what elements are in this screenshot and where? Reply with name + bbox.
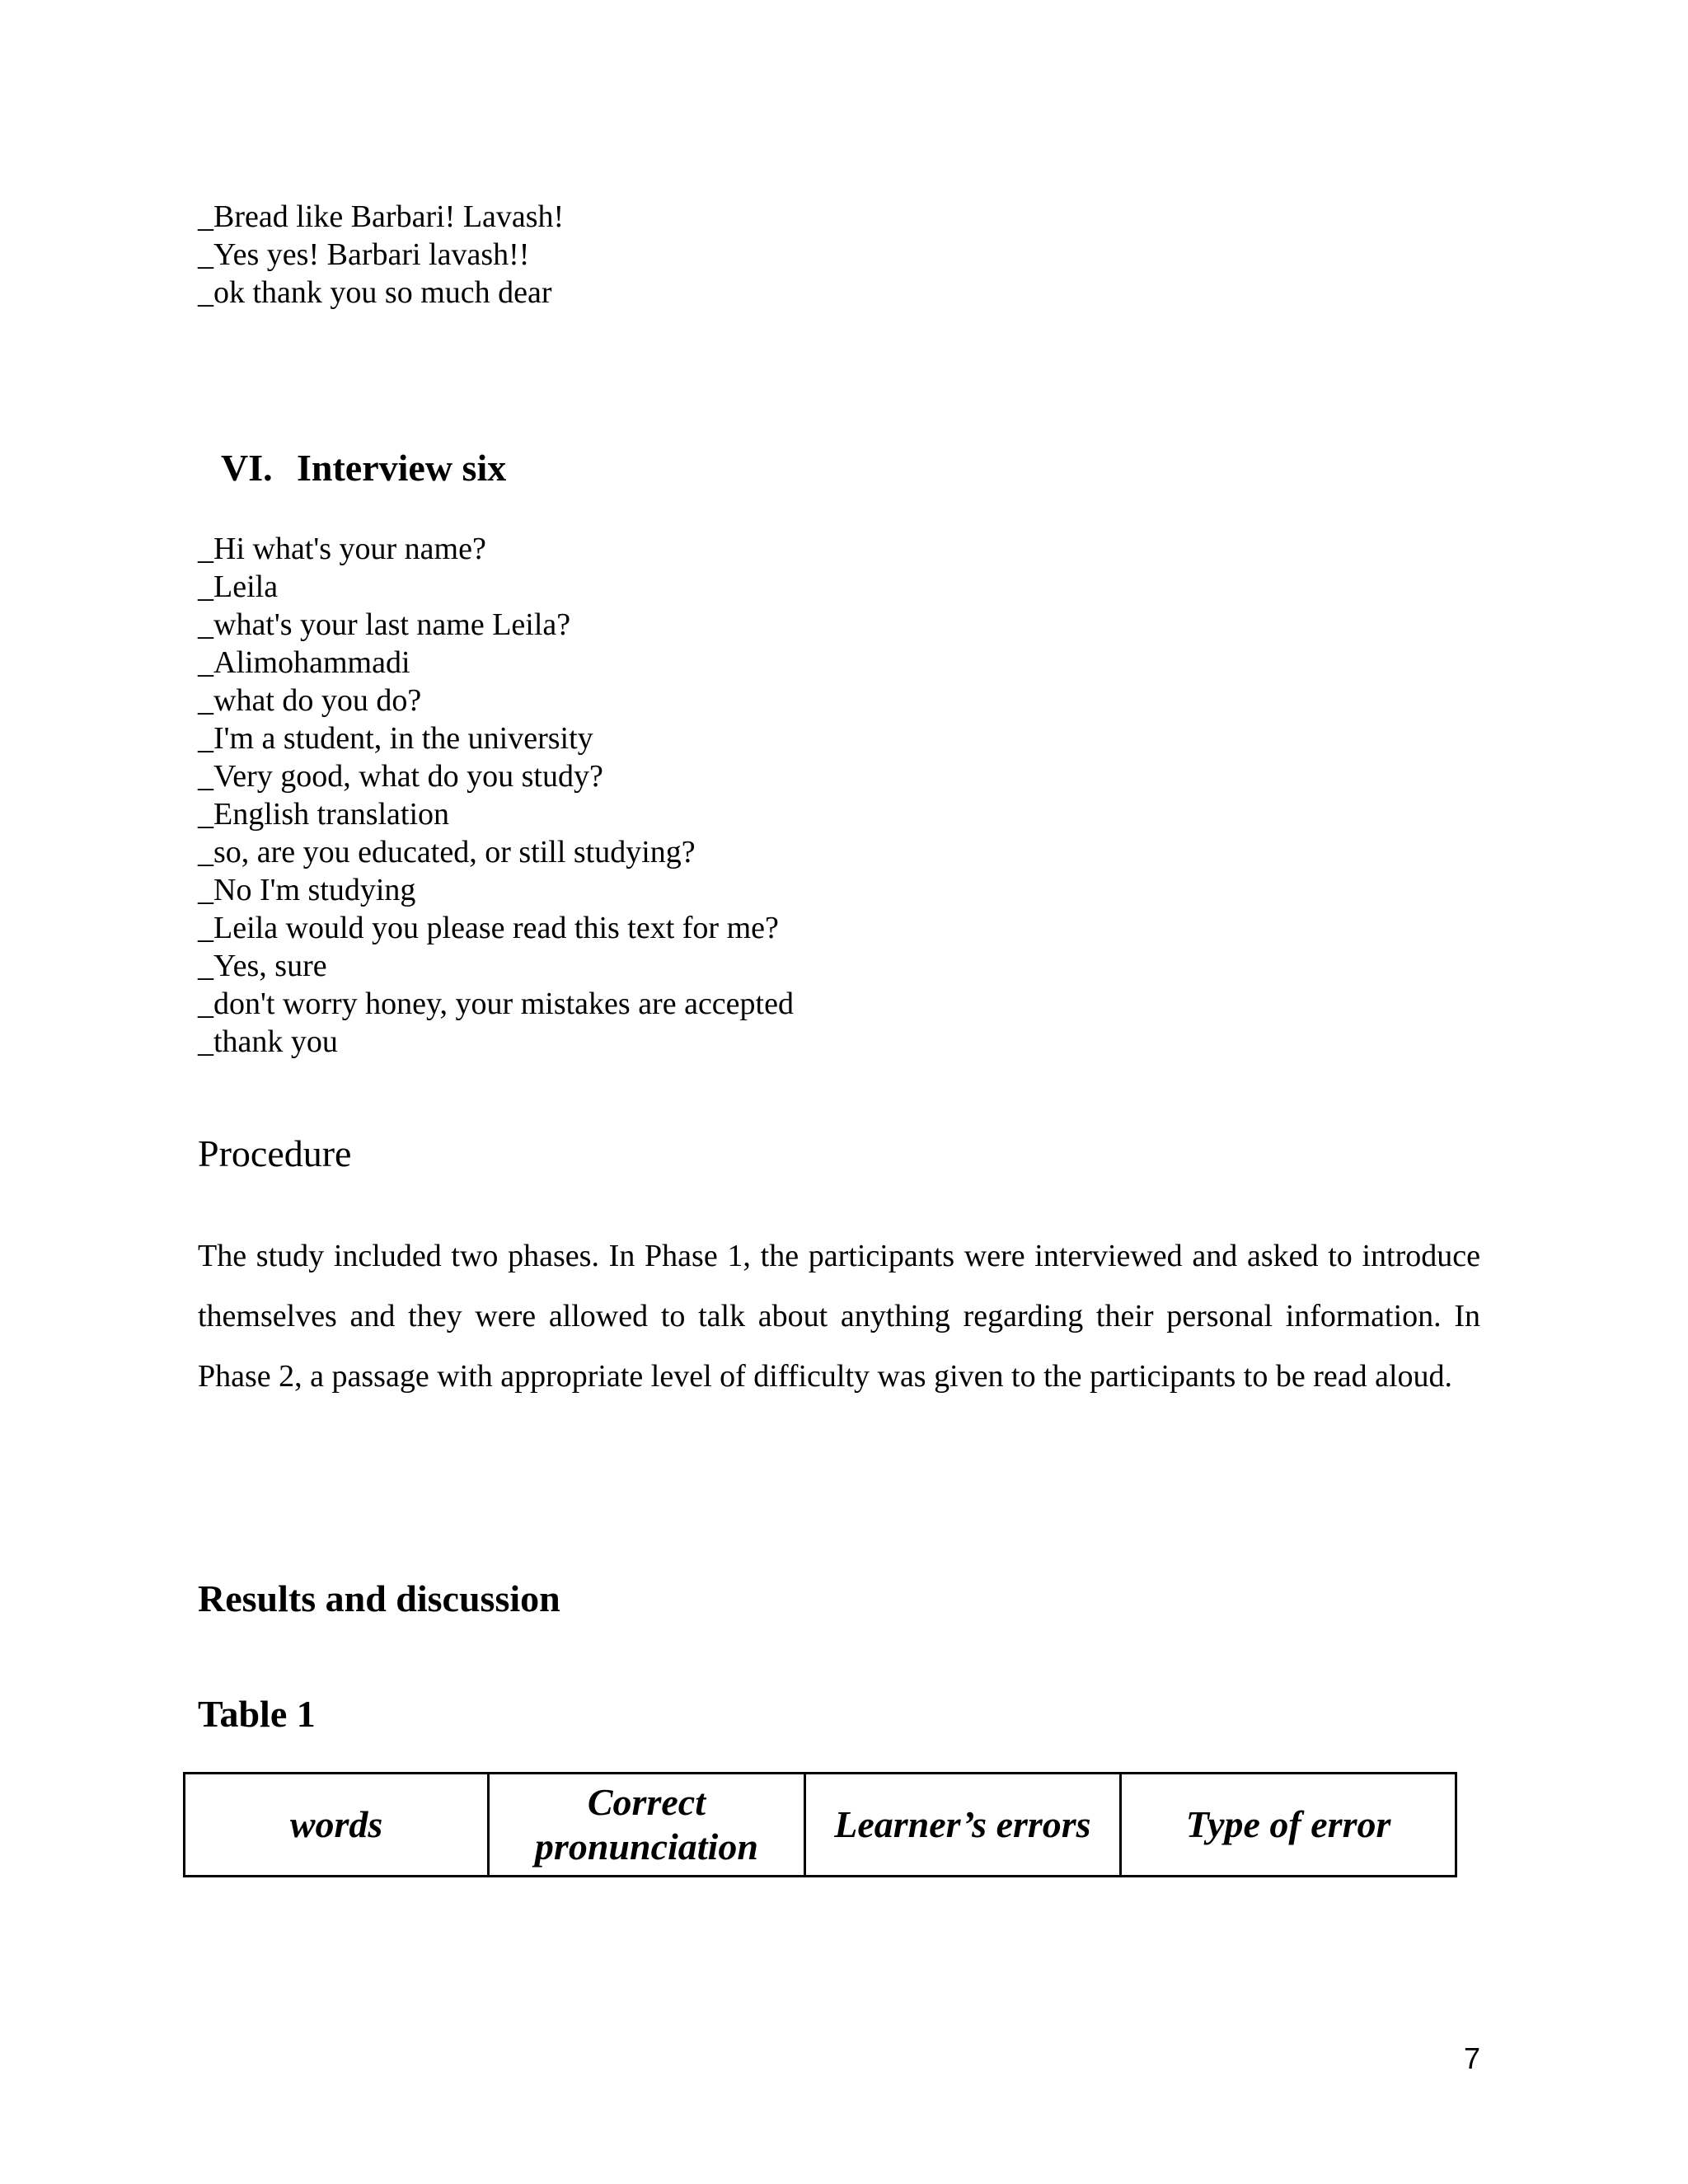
dialogue-line: _what's your last name Leila? <box>198 607 571 642</box>
table-header-cell: words <box>185 1774 489 1877</box>
dialogue-line: _Yes yes! Barbari lavash!! <box>198 237 530 272</box>
dialogue-line: _I'm a student, in the university <box>198 721 593 756</box>
table-title: Table 1 <box>198 1693 316 1735</box>
dialogue-line: _so, are you educated, or still studying? <box>198 835 696 869</box>
page-number: 7 <box>1464 2041 1481 2075</box>
dialogue-line: _Leila <box>198 569 279 604</box>
dialogue-line: _ok thank you so much dear <box>198 275 552 310</box>
results-heading: Results and discussion <box>198 1577 560 1619</box>
table-header-cell: Type of error <box>1121 1774 1456 1877</box>
procedure-heading: Procedure <box>198 1132 352 1174</box>
table-header-cell: Learner’s errors <box>804 1774 1120 1877</box>
dialogue-line: _thank you <box>198 1024 338 1059</box>
interview-six-dialogue <box>198 530 794 1061</box>
dialogue-line: _Hi what's your name? <box>198 532 486 566</box>
dialogue-line: _Alimohammadi <box>198 645 410 680</box>
dialogue-line: _Yes, sure <box>198 949 327 983</box>
top-dialogue <box>198 198 564 312</box>
dialogue-line: _what do you do? <box>198 683 422 718</box>
section-title: Interview six <box>297 447 507 489</box>
table-header-row <box>185 1774 1456 1877</box>
procedure-paragraph: The study included two phases. In Phase 1, the participants were interviewed and asked to introduce themselves and they were allowed to talk about anything regarding their personal information. In Phase 2, a passage with appropriate level of difficulty was given to the participants to be read aloud. <box>198 1239 1480 1394</box>
dialogue-line: _Very good, what do you study? <box>198 759 603 794</box>
results-table <box>183 1772 1457 1877</box>
table-header-cell: Correct pronunciation <box>489 1774 805 1877</box>
dialogue-line: _Bread like Barbari! Lavash! <box>198 199 565 234</box>
dialogue-line: _don't worry honey, your mistakes are accepted <box>198 987 794 1021</box>
dialogue-line: _Leila would you please read this text for me? <box>198 911 779 945</box>
dialogue-line: _English translation <box>198 797 450 832</box>
section-number: VI. <box>221 447 273 489</box>
section-heading-interview-six <box>221 443 506 493</box>
dialogue-line: _No I'm studying <box>198 873 416 907</box>
